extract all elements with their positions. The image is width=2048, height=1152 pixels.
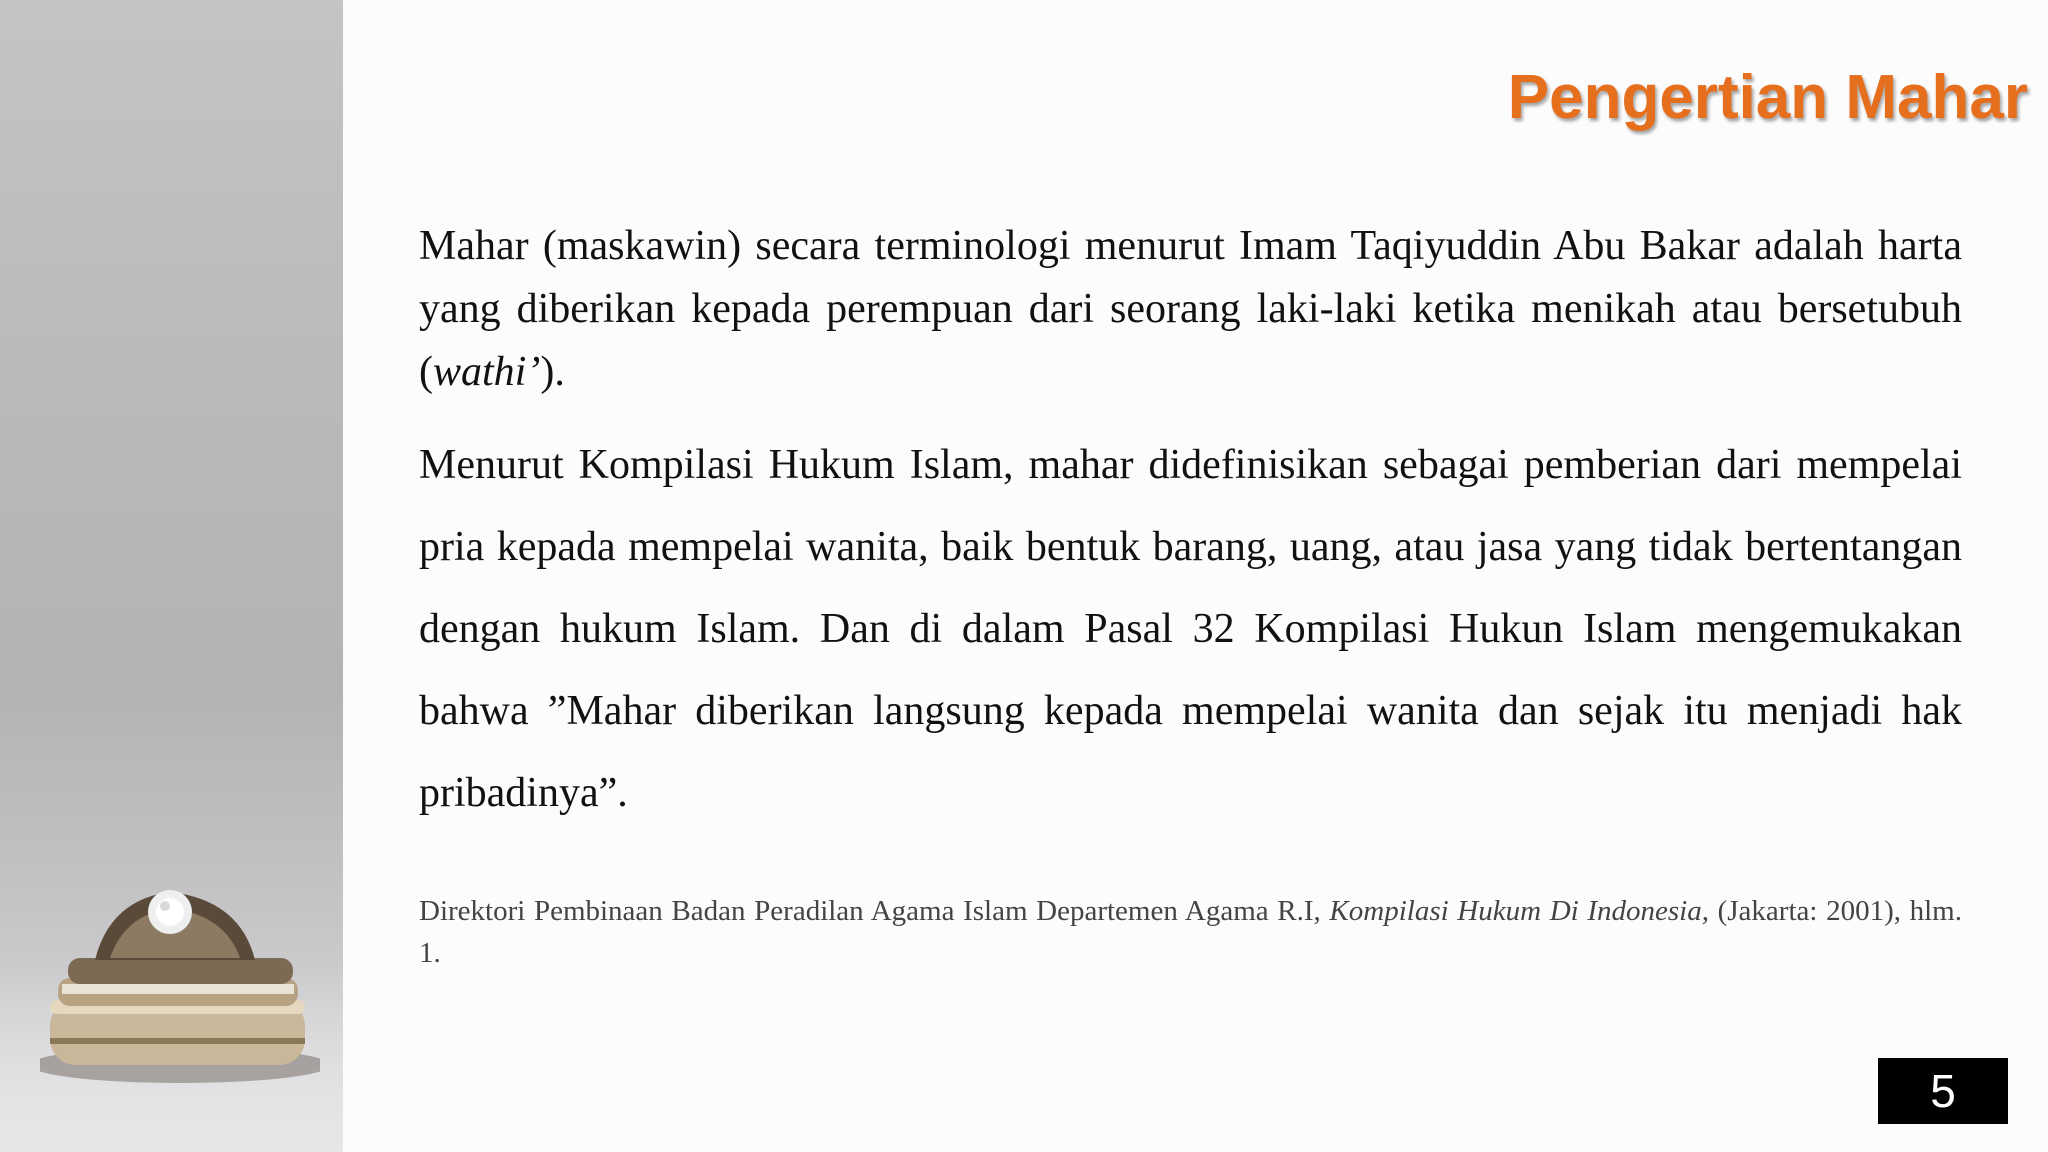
side-photo-panel [0, 0, 343, 1152]
footnote-text: Direktori Pembinaan Badan Peradilan Agama Islam Departemen Agama R.I, [419, 895, 1330, 927]
paragraph-definition-italic: wathi’ [433, 349, 541, 395]
paragraph-khi: Menurut Kompilasi Hukum Islam, mahar didefinisikan sebagai pemberian dari mempelai pria kepada mempelai wanita, baik bentuk barang, uang, atau jasa yang tidak bertentangan dengan hukum Islam. Dan di dalam Pasal 32 Kompilasi Hukun Islam mengemukakan bahwa ”Mahar diberikan langsung kepada mempelai wanita dan sejak itu menjadi hak pribadinya”. [419, 442, 1962, 816]
slide-title: Pengertian Mahar [1507, 63, 2028, 132]
paragraph-definition-end: ). [540, 349, 565, 395]
paragraph-definition [419, 215, 1962, 404]
paragraph-definition-text: Mahar (maskawin) secara terminologi menurut Imam Taqiyuddin Abu Bakar adalah harta yang diberikan kepada perempuan dari seorang laki-laki ketika menikah atau bersetubuh ( [419, 223, 1962, 395]
footnote-book-title: Kompilasi Hukum Di Indonesia, [1329, 895, 1709, 927]
footnote [419, 890, 1962, 974]
wedding-rings-image [40, 860, 320, 1090]
footnote-end: (Jakarta: 2001), hlm. 1. [419, 895, 1962, 969]
page-number: 5 [1878, 1058, 2008, 1124]
